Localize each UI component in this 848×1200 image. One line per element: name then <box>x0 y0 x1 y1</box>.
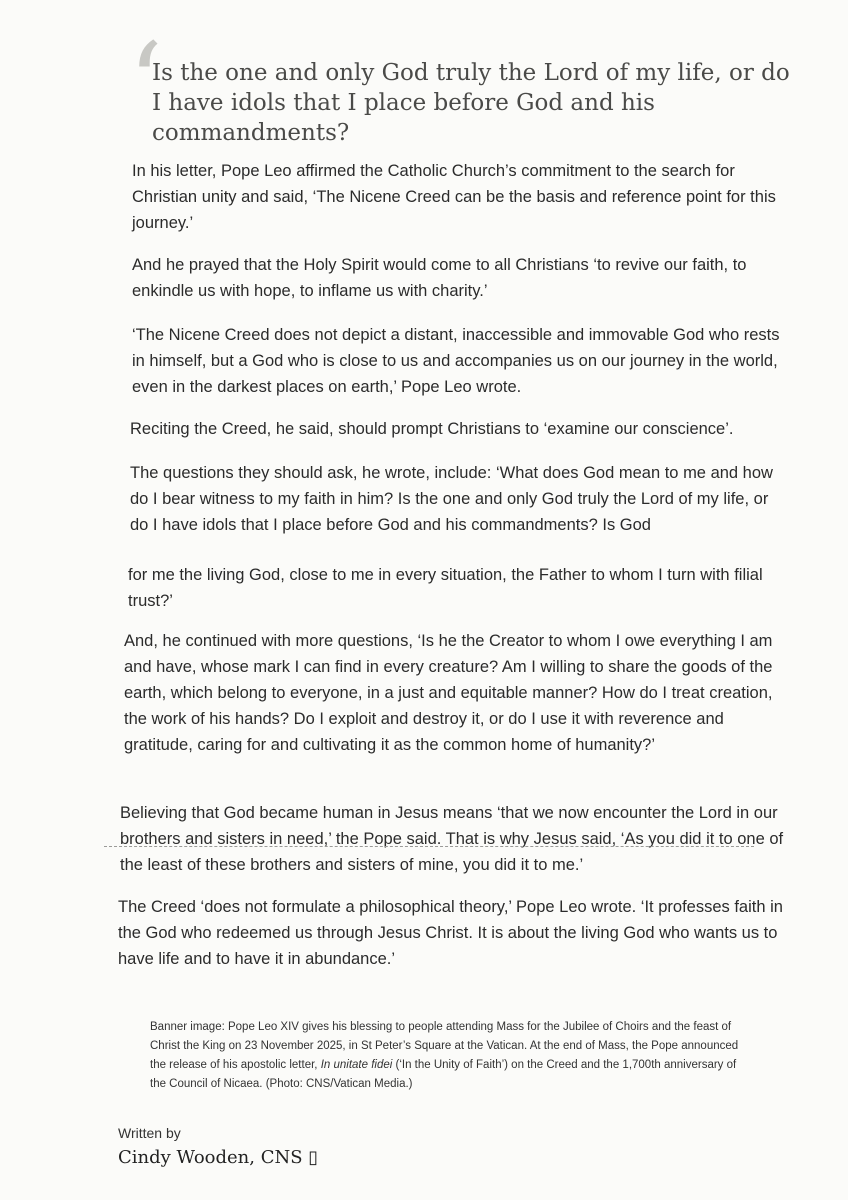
quote-mark-icon: ‘ <box>128 19 163 147</box>
paragraph: The Creed ‘does not formulate a philosophical theory,’ Pope Leo wrote. ‘It professes faith in the God who redeemed us through Jesus Christ. It is about the living God who wants us to have life and to have it in abundance.’ <box>118 898 783 968</box>
paragraph: Believing that God became human in Jesus means ‘that we now encounter the Lord in our brothers and sisters in need,’ the Pope said. That is why Jesus said, ‘As you did it to one of the least of these brothers and sisters of mine, you did it to me.’ <box>120 804 784 874</box>
byline-label: Written by <box>118 1125 181 1141</box>
paragraph: The questions they should ask, he wrote, include: ‘What does God mean to me and how do I bear witness to my faith in him? Is the one and only God truly the Lord of my life, or do I have idols that I place before God and his commandments? Is God <box>130 464 773 534</box>
image-caption <box>150 1018 740 1094</box>
paragraph: And he prayed that the Holy Spirit would come to all Christians ‘to revive our faith, to enkindle us with hope, to inflame us with charity.’ <box>132 256 747 300</box>
paragraph: for me the living God, close to me in every situation, the Father to whom I turn with filial trust?’ <box>128 566 763 610</box>
pen-underline-mark <box>104 846 754 847</box>
caption-letter-title: In unitate fidei <box>320 1059 393 1071</box>
paragraph: And, he continued with more questions, ‘Is he the Creator to whom I owe everything I am and have, whose mark I can find in every creature? Am I willing to share the goods of the earth, which belong to everyone, in a just and equitable manner? How do I treat creation, the work of his hands? Do I exploit and destroy it, or do I use it with reverence and gratitude, caring for and cultivating it as the common home of humanity?’ <box>124 632 773 754</box>
paragraph: Reciting the Creed, he said, should prompt Christians to ‘examine our conscience’. <box>130 420 734 438</box>
paragraph: In his letter, Pope Leo affirmed the Catholic Church’s commitment to the search for Christian unity and said, ‘The Nicene Creed can be the basis and reference point for this journey.’ <box>132 162 776 232</box>
caption-text: Banner image: Pope Leo XIV gives his blessing to people attending Mass for the Jubilee of Choirs and the feast of Christ the King on 23 November 2025, in St Peter’s Square at the Vatican. At the end of Mass, the Pope announced the release of his apostolic letter, <box>150 1021 739 1071</box>
pull-quote: Is the one and only God truly the Lord of my life, or do I have idols that I place before God and his commandments? <box>152 60 790 146</box>
author-name: Cindy Wooden, CNS ▯ <box>118 1147 319 1168</box>
paragraph: ‘The Nicene Creed does not depict a distant, inaccessible and immovable God who rests in himself, but a God who is close to us and accompanies us on our journey in the world, even in the darkest places on earth,’ Pope Leo wrote. <box>132 326 780 396</box>
caption-text-end: (‘In the Unity of Faith’) on the Creed and the 1,700th anniversary of the Council of Nicaea. (Photo: CNS/Vatican Media.) <box>150 1059 737 1090</box>
